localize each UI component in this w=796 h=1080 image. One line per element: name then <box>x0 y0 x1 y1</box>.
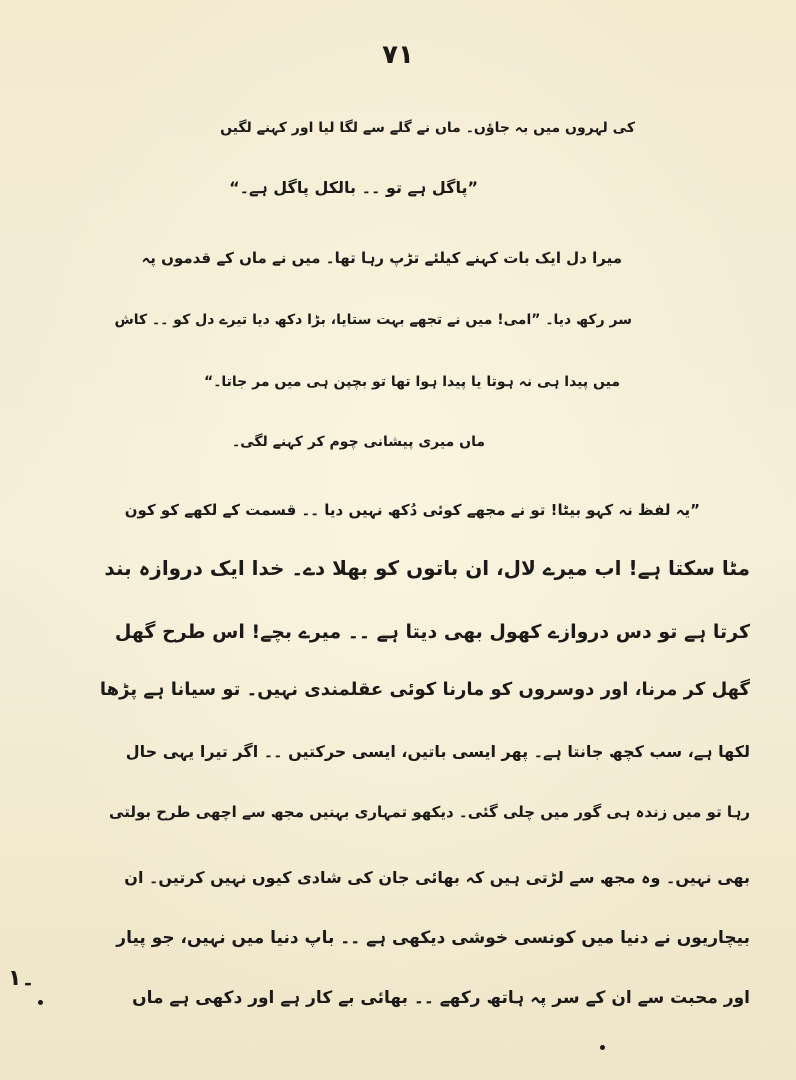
text-line-6: ماں میری پیشانی چوم کر کہنے لگی۔ <box>232 434 485 450</box>
ink-speck <box>600 1045 605 1050</box>
text-line-7: ”یہ لفظ نہ کہو بیٹا! تو نے مجھے کوئی دُکھ نہیں دیا ۔۔ قسمت کے لکھے کو کون <box>124 501 700 519</box>
text-line-9: کرتا ہے تو دس دروازے کھول بھی دیتا ہے ۔۔ میرے بچے! اس طرح گھل <box>114 621 750 643</box>
margin-mark: ۱۔ <box>8 966 35 991</box>
text-line-12: رہا تو میں زندہ ہی گور میں چلی گئی۔ دیکھو تمہاری بہنیں مجھ سے اچھی طرح بولتی <box>109 803 750 821</box>
margin-dot <box>38 1000 43 1005</box>
text-line-4: سر رکھ دیا۔ ”امی! میں نے تجھے بہت ستایا، بڑا دکھ دیا تیرے دل کو ۔۔ کاش <box>114 312 632 328</box>
text-line-13: بھی نہیں۔ وہ مجھ سے لڑتی ہیں کہ بھائی جان کی شادی کیوں نہیں کرتیں۔ ان <box>124 868 750 887</box>
text-line-2: ”پاگل ہے تو ۔۔ بالکل پاگل ہے۔“ <box>229 178 478 197</box>
text-line-10: گھل کر مرنا، اور دوسروں کو مارنا کوئی عقلمندی نہیں۔ تو سیانا ہے پڑھا <box>99 679 750 700</box>
text-line-3: میرا دل ایک بات کہنے کیلئے تڑپ رہا تھا۔ میں نے ماں کے قدموں پہ <box>141 249 622 267</box>
text-line-11: لکھا ہے، سب کچھ جانتا ہے۔ پھر ایسی باتیں، ایسی حرکتیں ۔۔ اگر تیرا یہی حال <box>125 742 750 761</box>
text-line-15: اور محبت سے ان کے سر پہ ہاتھ رکھے ۔۔ بھائی بے کار ہے اور دکھی ہے ماں <box>132 988 750 1008</box>
page-number: ۷۱ <box>382 40 414 70</box>
text-line-14: بیچاریوں نے دنیا میں کونسی خوشی دیکھی ہے ۔۔ باپ دنیا میں نہیں، جو پیار <box>116 928 750 948</box>
text-line-8: مٹا سکتا ہے! اب میرے لال، ان باتوں کو بھلا دے۔ خدا ایک دروازہ بند <box>104 556 750 580</box>
text-line-1: کی لہروں میں بہ جاؤں۔ ماں نے گلے سے لگا لیا اور کہنے لگیں <box>220 120 635 136</box>
text-line-5: میں پیدا ہی نہ ہوتا یا پیدا ہوا تھا تو بچپن ہی میں مر جاتا۔“ <box>204 374 620 390</box>
